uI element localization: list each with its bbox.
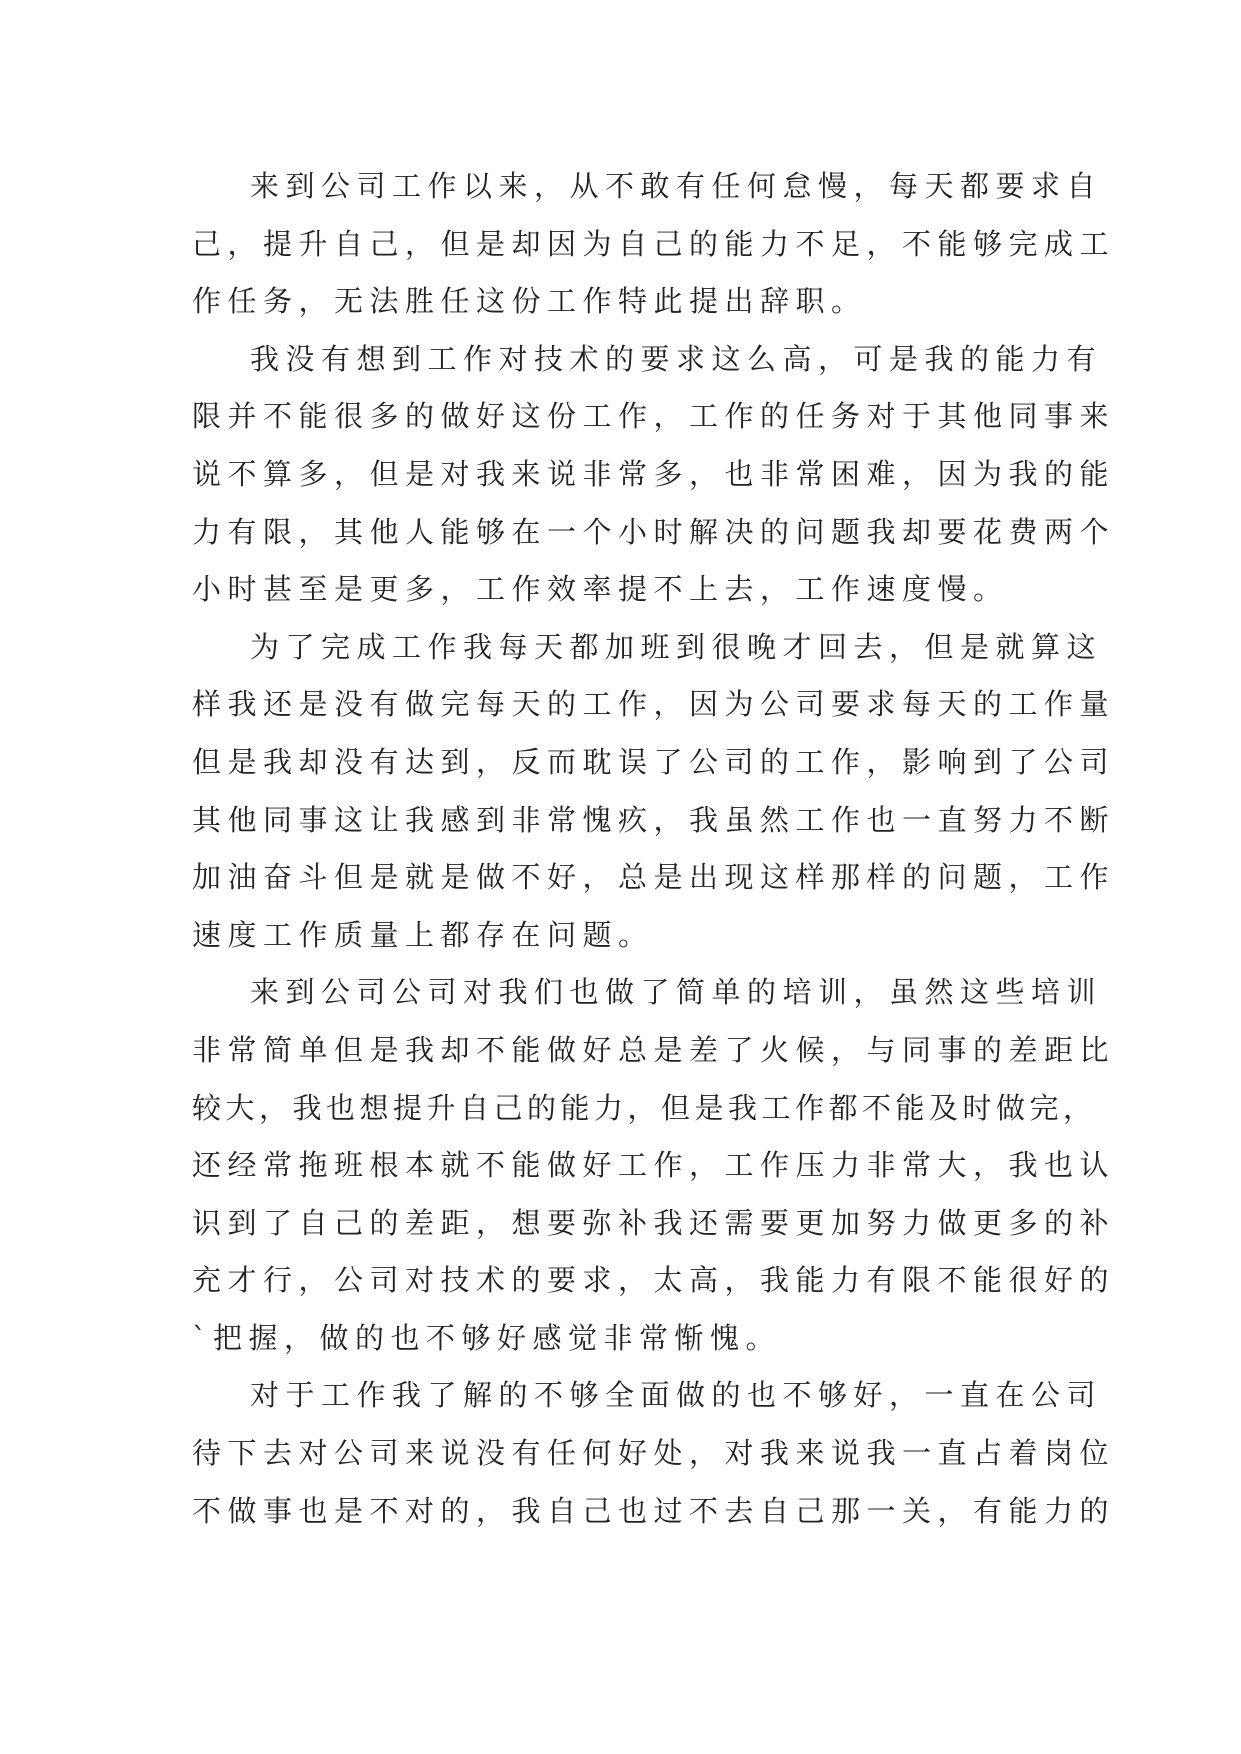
text-line: 还经常拖班根本就不能做好工作，工作压力非常大，我也认: [192, 1148, 1116, 1183]
document-body: [192, 158, 1116, 1540]
text-line: 不做事也是不对的，我自己也过不去自己那一关，有能力的: [192, 1493, 1116, 1528]
text-line: 力有限，其他人能够在一个小时解决的问题我却要花费两个: [192, 514, 1116, 549]
paragraph-1: [192, 158, 1116, 331]
text-line: 识到了自己的差距，想要弥补我还需要更加努力做更多的补: [192, 1205, 1116, 1240]
text-line: 为了完成工作我每天都加班到很晚才回去，但是就算这: [250, 629, 1103, 664]
text-line: 来到公司工作以来，从不敢有任何怠慢，每天都要求自: [250, 169, 1103, 203]
text-line: 但是我却没有达到，反而耽误了公司的工作，影响到了公司: [192, 744, 1116, 779]
text-line: 小时甚至是更多，工作效率提不上去，工作速度慢。: [192, 572, 1009, 607]
text-line: 速度工作质量上都存在问题。: [192, 917, 654, 952]
paragraph-4: [192, 964, 1116, 1367]
text-line: 己，提升自己，但是却因为自己的能力不足，不能够完成工: [192, 226, 1116, 261]
text-line: 其他同事这让我感到非常愧疚，我虽然工作也一直努力不断: [192, 802, 1116, 837]
paragraph-5: [192, 1367, 1116, 1540]
text-line: 非常简单但是我却不能做好总是差了火候，与同事的差距比: [192, 1032, 1116, 1067]
paragraph-2: [192, 331, 1116, 619]
text-line: 加油奋斗但是就是做不好，总是出现这样那样的问题，工作: [192, 860, 1116, 895]
text-line: 来到公司公司对我们也做了简单的培训，虽然这些培训: [250, 975, 1103, 1010]
text-line: 限并不能很多的做好这份工作，工作的任务对于其他同事来: [192, 399, 1116, 434]
text-line: 对于工作我了解的不够全面做的也不够好，一直在公司: [250, 1378, 1103, 1413]
text-line: 作任务，无法胜任这份工作特此提出辞职。: [192, 284, 867, 319]
text-line: 样我还是没有做完每天的工作，因为公司要求每天的工作量: [192, 687, 1116, 722]
text-line: 待下去对公司来说没有任何好处，对我来说我一直占着岗位: [192, 1436, 1116, 1471]
text-line: 说不算多，但是对我来说非常多，也非常困难，因为我的能: [192, 456, 1116, 491]
text-line: 较大，我也想提升自己的能力，但是我工作都不能及时做完，: [192, 1090, 1097, 1125]
text-line: 充才行，公司对技术的要求，太高，我能力有限不能很好的: [192, 1263, 1116, 1298]
text-line: 我没有想到工作对技术的要求这么高，可是我的能力有: [250, 341, 1103, 376]
paragraph-3: [192, 619, 1116, 965]
text-line: `把握，做的也不够好感觉非常惭愧。: [192, 1320, 782, 1355]
